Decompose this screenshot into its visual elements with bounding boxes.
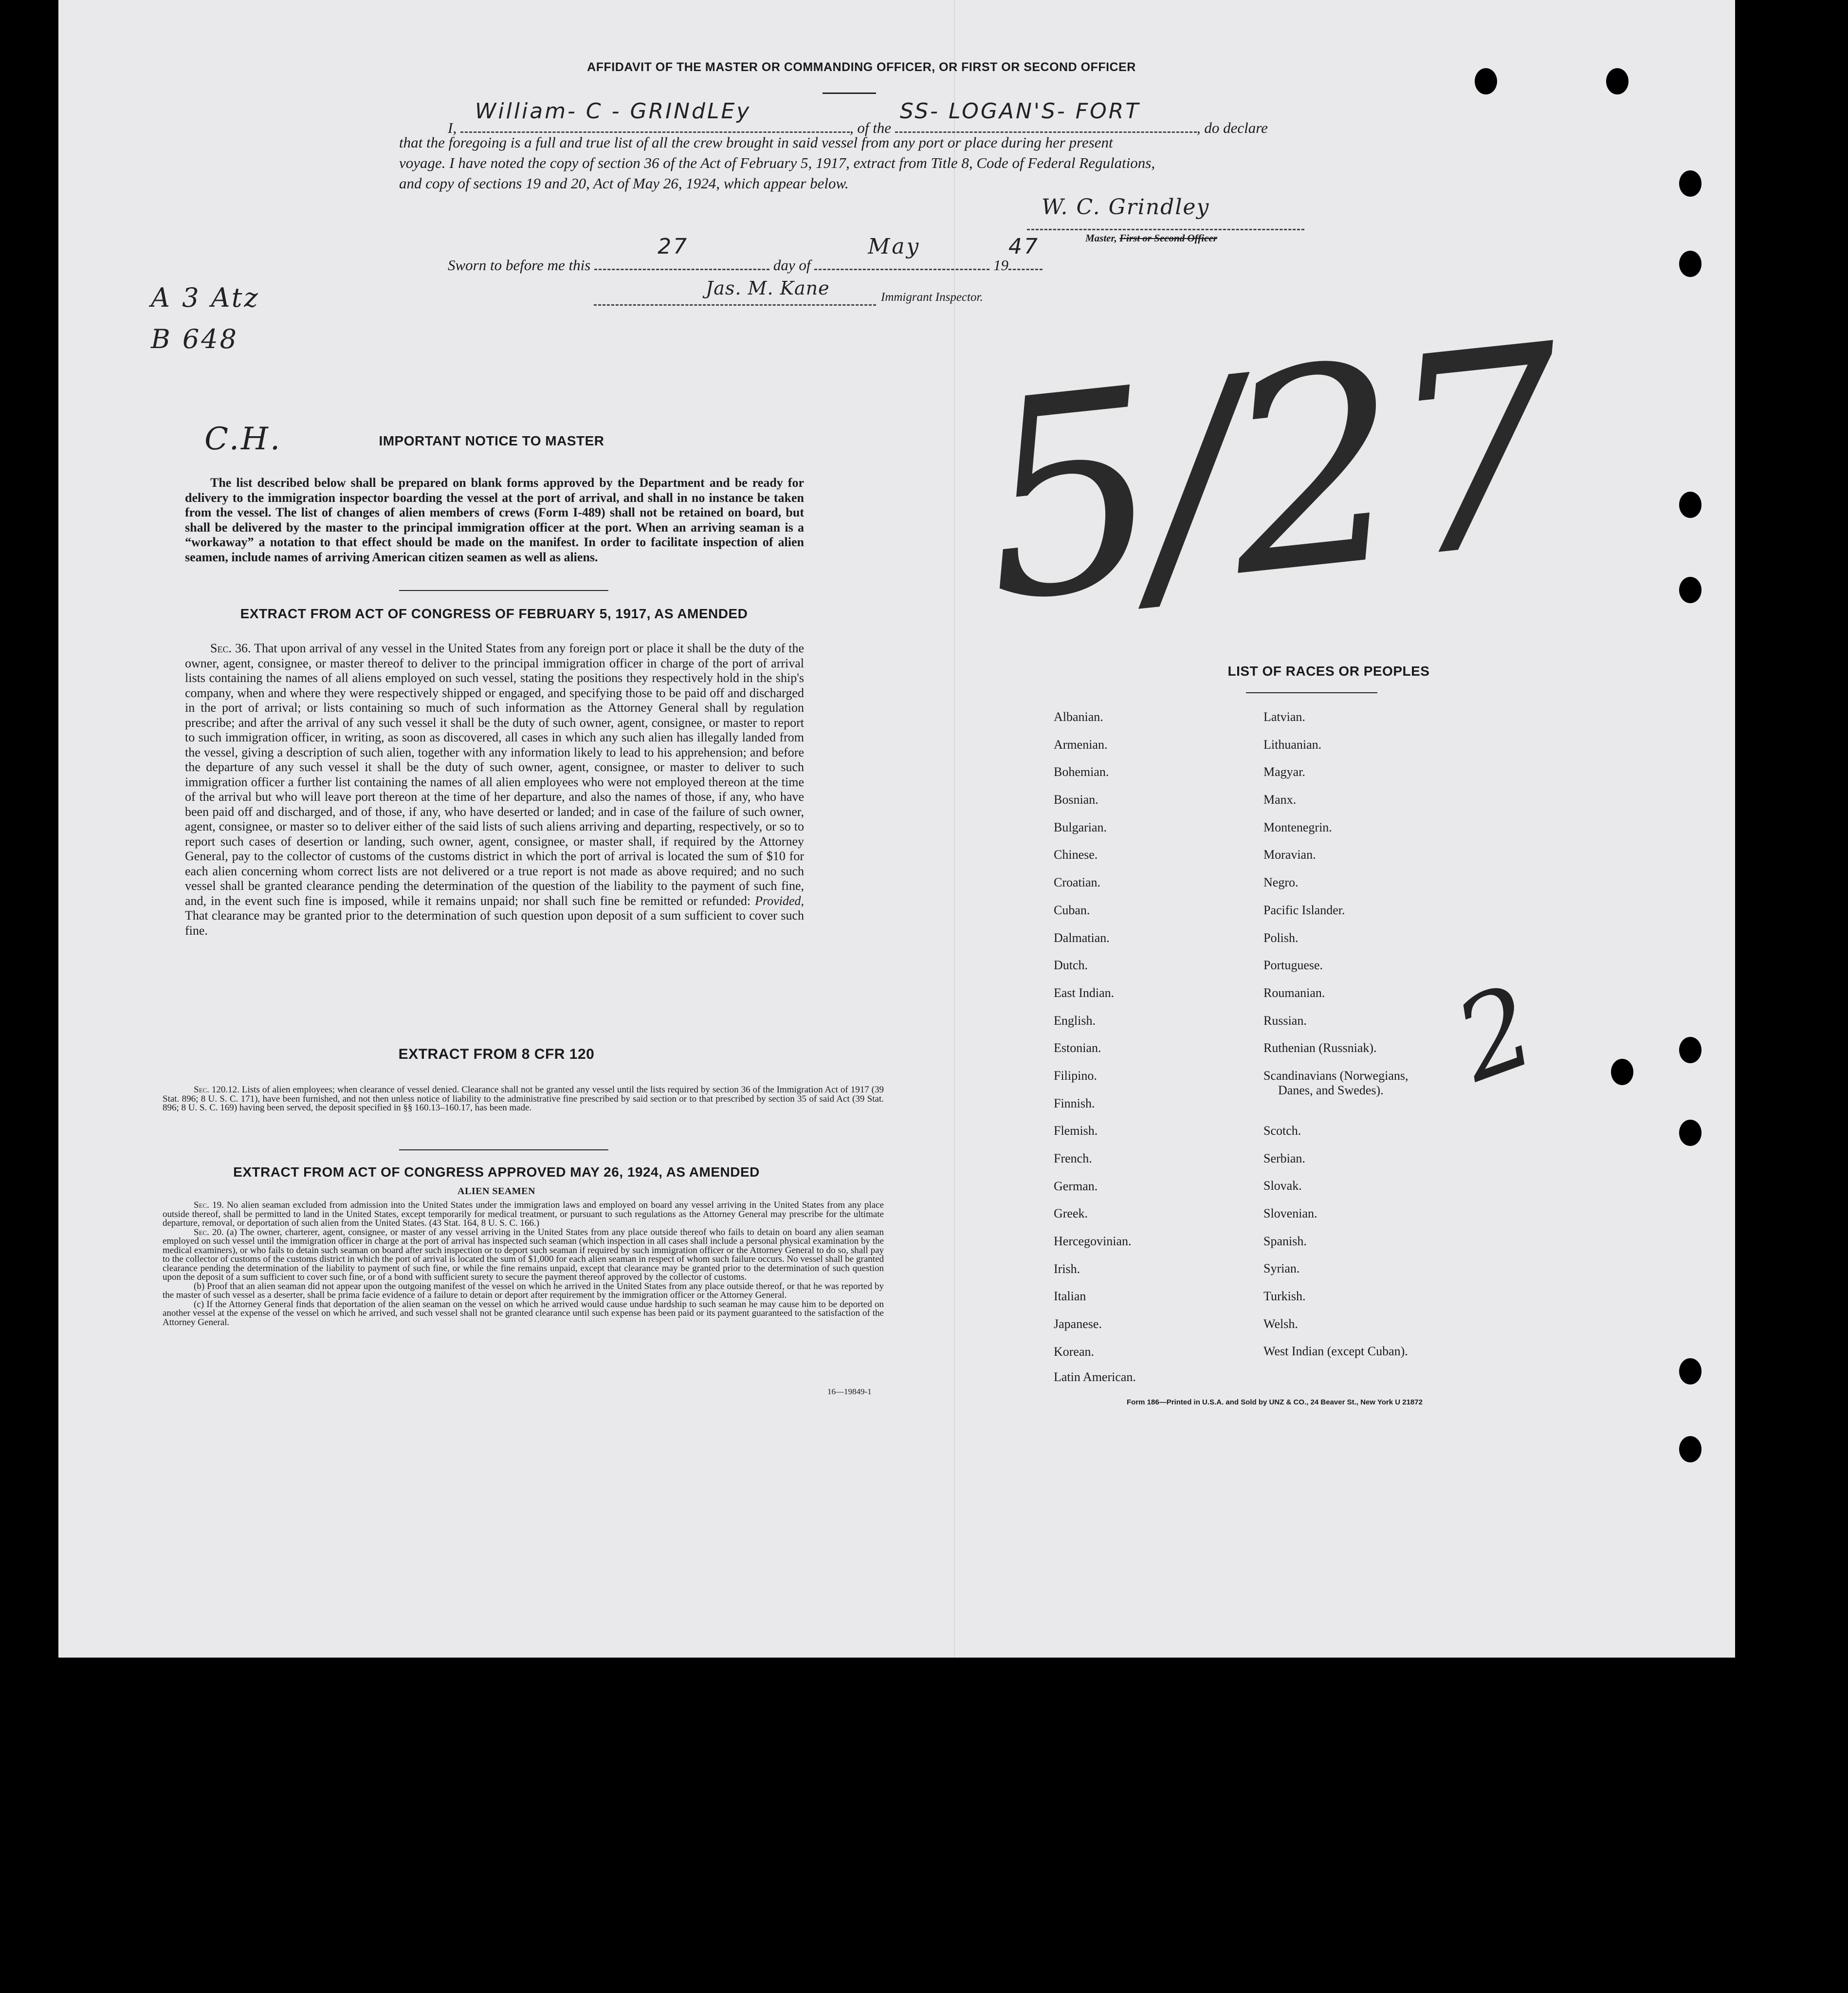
vessel-name-field[interactable] (895, 99, 1197, 133)
master-name-field[interactable] (460, 99, 850, 133)
sec36-tail: That clearance may be granted prior to the determination of such question upon deposit of a sum sufficient to cover such fine. (185, 908, 804, 938)
master-caption (1085, 232, 1217, 244)
race-left-item: English. (1054, 1013, 1096, 1028)
race-left-item: Italian (1054, 1289, 1086, 1304)
extract-1924-body (163, 1201, 884, 1327)
race-left-item: Filipino. (1054, 1068, 1097, 1083)
race-right-item: Pacific Islander. (1263, 903, 1345, 917)
race-left-item: Greek. (1054, 1206, 1088, 1221)
extract-1924-subtitle: ALIEN SEAMEN (457, 1186, 535, 1197)
races-left-col (1054, 710, 1248, 1398)
cfr-text: Lists of alien employees; when clearance of vessel denied. Clearance shall not be granted any vessel until the lists required by section 36 of the Immigration Act of 1917 (39 Stat. 896; 8 U. S. C. 171), have been furnished, and not then unless notice of liability to the administrative fine prescribed by said section or to that prescribed by section 35 of said Act (39 Stat. 896; 8 U. S. C. 169) having been served, the deposit specified in §§ 160.13–160.17, has been made. (163, 1085, 884, 1113)
notice-text: The list described below shall be prepared on blank forms approved by the Department and be ready for delivery to the immigration inspector boarding the vessel at the port of arrival, and shall in no instance be taken from the vessel. The list of changes of alien members of crews (Form I-489) shall not be retained on board, but shall be delivered by the master to the principal immigration officer at the port. When an arriving seaman is a “workaway” a notation to that effect should be made on the manifest. In order to facilitate inspection of alien seamen, include names of arriving American citizen seamen as well as aliens. (185, 476, 804, 564)
year-field[interactable] (1008, 234, 1043, 270)
race-right-item: Russian. (1263, 1013, 1307, 1028)
extract-code: 16—19849-1 (827, 1387, 872, 1396)
race-left-item: Albanian. (1054, 710, 1103, 724)
margin-note-1: A 3 Atz (151, 282, 260, 313)
big-handwritten-note: 5/27 (968, 287, 1572, 663)
race-right-item: Welsh. (1263, 1316, 1298, 1331)
master-signature: W. C. Grindley (1042, 195, 1210, 220)
year-value: 47 (1008, 234, 1040, 259)
title-rule (823, 92, 876, 94)
race-right-item: Latvian. (1263, 710, 1305, 724)
punch-hole (1679, 1358, 1702, 1384)
sec36-text: That upon arrival of any vessel in the United States from any foreign port or place it shall be the duty of the owner, agent, consignee, or master thereof to deliver to the principal immigration officer in charge of the port of arrival lists containing the names of all aliens employed on such vessel, stating the positions they respectively hold in the ship's company, when and where they were respectively shipped or engaged, and specifying those to be paid off and discharged in the port of arrival; or lists containing so much of such information as the Attorney General shall by regulation prescribe; and after the arrival of any such vessel it shall be the duty of such owner, agent, consignee, or master to report to such immigration officer, in writing, as soon as discovered, all cases in which any such alien has illegally landed from the vessel, giving a description of such alien, together with any information likely to lead to his apprehension; and before the departure of any such vessel it shall be the duty of such owner, agent, consignee, or master to deliver to such immigration officer a further list containing the names of all alien employees who were not employed thereon at the time of the arrival but who will leave port thereon at the time of her departure, and also the names of those, if any, who have been paid off and discharged, and of those, if any, who have deserted or landed; and in case of the failure of such owner, agent, consignee, or master so to deliver either of the said lists of such aliens arriving and departing, respectively, or so to report such cases of desertion or landing, such owner, agent, consignee, or master shall, if required by the Attorney General, pay to the collector of customs of the customs district in which the port of arrival is located the sum of $10 for each alien concerning whom correct lists are not delivered or a true report is not made as above required; and no such vessel shall be granted clearance pending the determination of the question of the liability to the payment of such fine, and, in the event such fine is imposed, while it remains unpaid; nor shall such fine be remitted or refunded: (185, 641, 805, 908)
race-right-item: Spanish. (1263, 1234, 1307, 1248)
races-rule (1246, 692, 1377, 693)
vessel-name: SS- LOGAN'S- FORT (899, 99, 1141, 124)
cfr-sec-label: Sec. 120.12. (194, 1085, 239, 1095)
master-caption-text: Master, (1085, 232, 1117, 244)
race-right-item: Negro. (1263, 875, 1299, 890)
extract-1924-title: EXTRACT FROM ACT OF CONGRESS APPROVED MAY 26, 1924, AS AMENDED (233, 1164, 760, 1180)
notice-body (185, 476, 804, 565)
month-value: May (868, 234, 921, 259)
intro-i: I, (448, 119, 457, 136)
race-right-item: Lithuanian. (1263, 737, 1322, 752)
cfr-rule (399, 1149, 608, 1150)
punch-hole (1679, 577, 1702, 603)
struck-officer-text: First or Second Officer (1119, 232, 1217, 244)
month-field[interactable] (814, 234, 989, 270)
day-value: 27 (658, 234, 689, 259)
race-left-item: East Indian. (1054, 985, 1115, 1000)
race-right-item: Syrian. (1263, 1261, 1300, 1276)
race-left-item: Bosnian. (1054, 793, 1098, 807)
cfr-body (163, 1086, 884, 1113)
race-left-item: Bohemian. (1054, 765, 1109, 779)
punch-hole (1606, 68, 1628, 94)
race-right-item: Ruthenian (Russniak). (1263, 1041, 1377, 1055)
punch-hole (1679, 1120, 1702, 1146)
margin-note-ch: C.H. (204, 421, 282, 457)
affidavit-line2: that the foregoing is a full and true list of all the crew brought in said vessel from any port or place during her present (399, 134, 1113, 151)
punch-hole (1679, 1037, 1702, 1063)
races-title: LIST OF RACES OR PEOPLES (1227, 664, 1430, 679)
inspector-signature: Jas. M. Kane (706, 277, 830, 299)
punch-hole (1611, 1059, 1633, 1085)
scandinavians-line2: Danes, and Swedes). (1278, 1083, 1384, 1097)
provided-text: Provided, (755, 893, 805, 908)
race-left-item: French. (1054, 1151, 1092, 1165)
race-right-item: Slovenian. (1263, 1206, 1317, 1220)
race-right-item: Portuguese. (1263, 958, 1323, 973)
race-right-item: Polish. (1263, 930, 1299, 945)
race-left-item: Cuban. (1054, 903, 1090, 917)
sec20-label: Sec. 20. (194, 1227, 224, 1237)
race-right-item: Scotch. (1263, 1123, 1301, 1138)
sec19-para (163, 1201, 884, 1228)
race-left-item: Latin American. (1054, 1369, 1136, 1384)
race-right-item: Serbian. (1263, 1151, 1305, 1165)
race-left-item: Dutch. (1054, 958, 1088, 973)
inspector-caption: Immigrant Inspector. (881, 291, 983, 304)
race-left-item: Irish. (1054, 1261, 1080, 1276)
race-left-item: Croatian. (1054, 875, 1101, 890)
do-declare: , do declare (1196, 119, 1268, 136)
race-right-item: Roumanian. (1263, 985, 1325, 1000)
punch-hole (1475, 68, 1497, 94)
race-left-item: Finnish. (1054, 1096, 1095, 1110)
fold-line (954, 0, 955, 1658)
race-left-item: Japanese. (1054, 1317, 1102, 1331)
punch-hole (1679, 492, 1702, 518)
margin-note-2: B 648 (151, 324, 238, 354)
affidavit-line4: and copy of sections 19 and 20, Act of May 26, 1924, which appear below. (399, 175, 849, 192)
notice-title: IMPORTANT NOTICE TO MASTER (379, 433, 604, 448)
extract-1917-title: EXTRACT FROM ACT OF CONGRESS OF FEBRUARY 5, 1917, AS AMENDED (240, 606, 748, 621)
notice-rule (399, 590, 608, 591)
sec20a-text: (a) The owner, charterer, agent, consignee, or master of any vessel arriving in the United States from any place outside thereof who fails to detain on board any alien seaman employed on such vessel until the immigration officer in charge at the port of arrival has inspected such seaman (which inspection in all cases shall include a personal physical examination by the medical examiners), or who fails to detain such seaman on board after such inspection or to deport such seaman if required by such immigration officer or the Attorney General to do so, shall pay to the collector of customs of the customs district in which the port of arrival is located the sum of $1,000 for each alien seaman in respect of whom such failure occurs. No vessel shall be granted clearance pending the determination of the liability to payment of such fine, or while the fine remains unpaid, except that clearance may be granted prior to the determination of such question upon the deposit of a sum sufficient to cover such fine, or of a bond with sufficient surety to secure the payment thereof approved by the collector of customs. (163, 1227, 884, 1282)
race-left-item: Armenian. (1054, 737, 1108, 752)
punch-hole (1679, 1436, 1702, 1462)
master-name: William- C - GRINdLEy (475, 99, 751, 124)
affidavit-line3: voyage. I have noted the copy of section 36 of the Act of February 5, 1917, extract from Title 8, Code of Federal Regulations, (399, 154, 1155, 171)
race-left-item: Korean. (1054, 1344, 1095, 1359)
document-page (58, 0, 1735, 1658)
affidavit-title: AFFIDAVIT OF THE MASTER OR COMMANDING OFFICER, OR FIRST OR SECOND OFFICER (587, 60, 1136, 74)
day-field[interactable] (594, 234, 769, 270)
race-left-item: German. (1054, 1179, 1098, 1193)
sec20c-para: (c) If the Attorney General finds that deportation of the alien seaman on the vessel on which he arrived would cause undue hardship to such seaman he may cause him to be deported on another vessel at the expense of the vessel on which he arrived, and such vessel shall not be granted clearance until such expense has been paid or its payment guaranteed to the satisfaction of the Attorney General. (163, 1299, 884, 1328)
scandinavians-line1: Scandinavians (Norwegians, (1263, 1068, 1409, 1083)
race-right-item: Slovak. (1263, 1179, 1302, 1193)
race-right-item: Turkish. (1263, 1289, 1306, 1304)
race-right-item: West Indian (except Cuban). (1263, 1344, 1408, 1359)
sec20a-para (163, 1228, 884, 1282)
race-right-item: Moravian. (1263, 848, 1316, 862)
race-left-item: Flemish. (1054, 1124, 1098, 1138)
of-the: , of the (849, 119, 892, 136)
extract-1917-body (185, 641, 804, 938)
race-left-item: Dalmatian. (1054, 930, 1110, 945)
sec19-label: Sec. 19. (194, 1200, 224, 1210)
form-footer: Form 186—Printed in U.S.A. and Sold by UNZ & CO., 24 Beaver St., New York U 21872 (1127, 1398, 1423, 1406)
sec36-label: Sec. 36. (210, 641, 251, 655)
year-prefix: 19 (993, 257, 1008, 274)
race-right-item: Manx. (1263, 793, 1297, 807)
race-right-item: Magyar. (1263, 765, 1305, 779)
punch-hole (1679, 251, 1702, 277)
cfr-title: EXTRACT FROM 8 CFR 120 (398, 1046, 595, 1062)
day-of-text: day of (773, 257, 811, 274)
race-left-item: Estonian. (1054, 1041, 1101, 1055)
race-left-item: Hercegovinian. (1054, 1234, 1132, 1249)
sec19-text: No alien seaman excluded from admission into the United States under the immigration laws and employed on board any vessel arriving in the United States from any place outside thereof, shall be permitted to land in the United States, except temporarily for medical treatment, or pursuant to such regulations as the Attorney General may prescribe for the ultimate departure, removal, or deportation of such alien from the United States. (43 Stat. 164, 8 U. S. C. 166.) (163, 1200, 884, 1228)
sec20b-para: (b) Proof that an alien seaman did not appear upon the outgoing manifest of the vessel on which he arrived in the United States from any place outside thereof, or that he was reported by the master of such vessel as a deserter, shall be prima facie evidence of a failure to detain or deport after requirement by the immigration officer or the Attorney General. (163, 1281, 884, 1300)
sworn-text: Sworn to before me this (448, 257, 591, 274)
race-right-item: Montenegrin. (1263, 820, 1332, 834)
punch-hole (1679, 170, 1702, 197)
race-left-item: Bulgarian. (1054, 820, 1107, 834)
handwritten-mark-2: 2 (1440, 960, 1554, 1107)
race-left-item: Chinese. (1054, 848, 1098, 862)
